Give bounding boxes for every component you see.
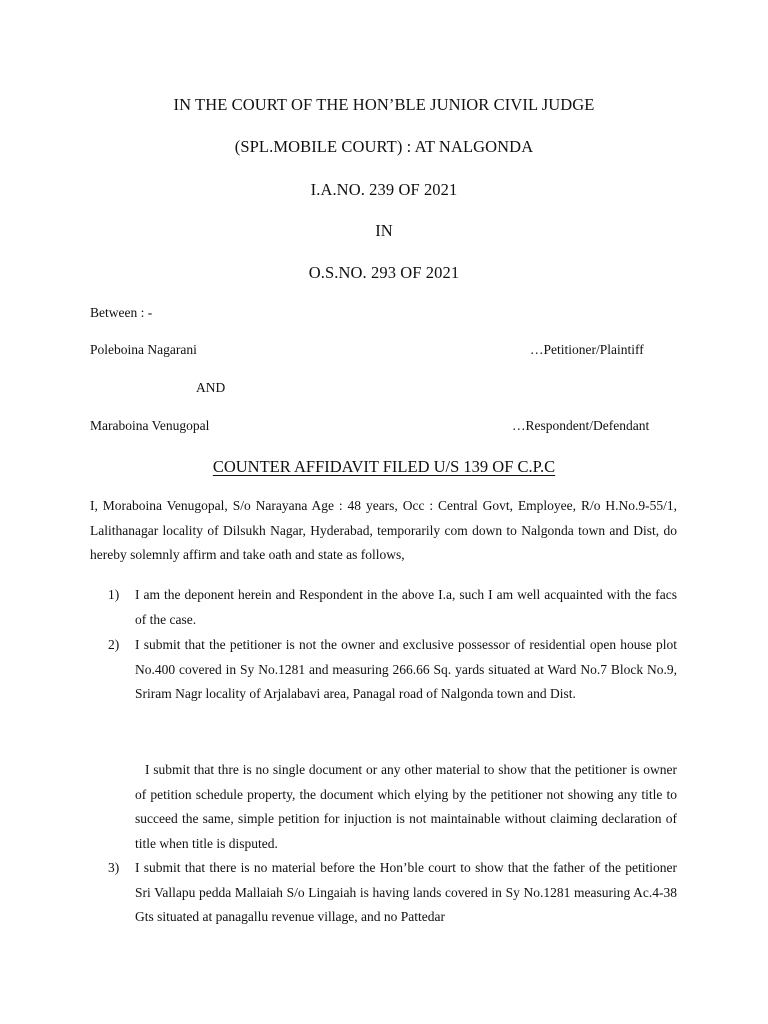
respondent-name: Maraboina Venugopal (90, 418, 210, 433)
os-number: O.S.NO. 293 OF 2021 (308, 263, 460, 282)
court-heading: IN THE COURT OF THE HON’BLE JUNIOR CIVIL JUDGE (173, 95, 595, 114)
list-item-number: 2) (108, 637, 120, 652)
intro-paragraph: I, Moraboina Venugopal, S/o Narayana Age : 48 years, Occ : Central Govt, Employee, R/o H.No.9-55/1, Lalithanagar locality of Dilsukh Nagar, Hyderabad, temporarily com down to Nalgonda town and Dist, do hereby solemnly affirm and take oath and state as follows, (90, 498, 677, 562)
court-location: (SPL.MOBILE COURT) : AT NALGONDA (234, 137, 534, 156)
between-label: Between : - (90, 305, 153, 320)
affidavit-title (0, 457, 768, 477)
list-item-text: I submit that the petitioner is not the owner and exclusive possessor of residential open house plot No.400 covered in Sy No.1281 and measuring 266.66 Sq. yards situated at Ward No.7 Block No.9, Sriram Nagr locality of Arjalabavi area, Panagal road of Nalgonda town and Dist. (135, 637, 677, 701)
petitioner-name: Poleboina Nagarani (90, 342, 197, 357)
affidavit-title-text: COUNTER AFFIDAVIT FILED U/S 139 OF C.P.C (212, 457, 556, 476)
list-item-text: I am the deponent herein and Respondent in the above I.a, such I am well acquainted with the facs of the case. (135, 587, 677, 627)
in-connector: IN (375, 221, 393, 240)
list-item-number: 1) (108, 587, 120, 602)
list-item-number: 3) (108, 860, 120, 875)
petitioner-role: …Petitioner/Plaintiff (530, 342, 644, 357)
respondent-role: …Respondent/Defendant (512, 418, 650, 433)
list-item-text: I submit that there is no material before the Hon’ble court to show that the father of the petitioner Sri Vallapu pedda Mallaiah S/o Lingaiah is having lands covered in Sy No.1281 measuring Ac.4-38 Gts situated at panagallu revenue village, and no Pattedar (135, 860, 677, 924)
ia-number: I.A.NO. 239 OF 2021 (310, 180, 458, 199)
sub-paragraph: I submit that thre is no single document or any other material to show that the petitioner is owner of petition schedule property, the document which elying by the petitioner not showing any title to succeed the same, simple petition for injuction is not maintainable without claiming declaration of title when title is disputed. (135, 762, 677, 851)
and-connector: AND (196, 380, 226, 395)
